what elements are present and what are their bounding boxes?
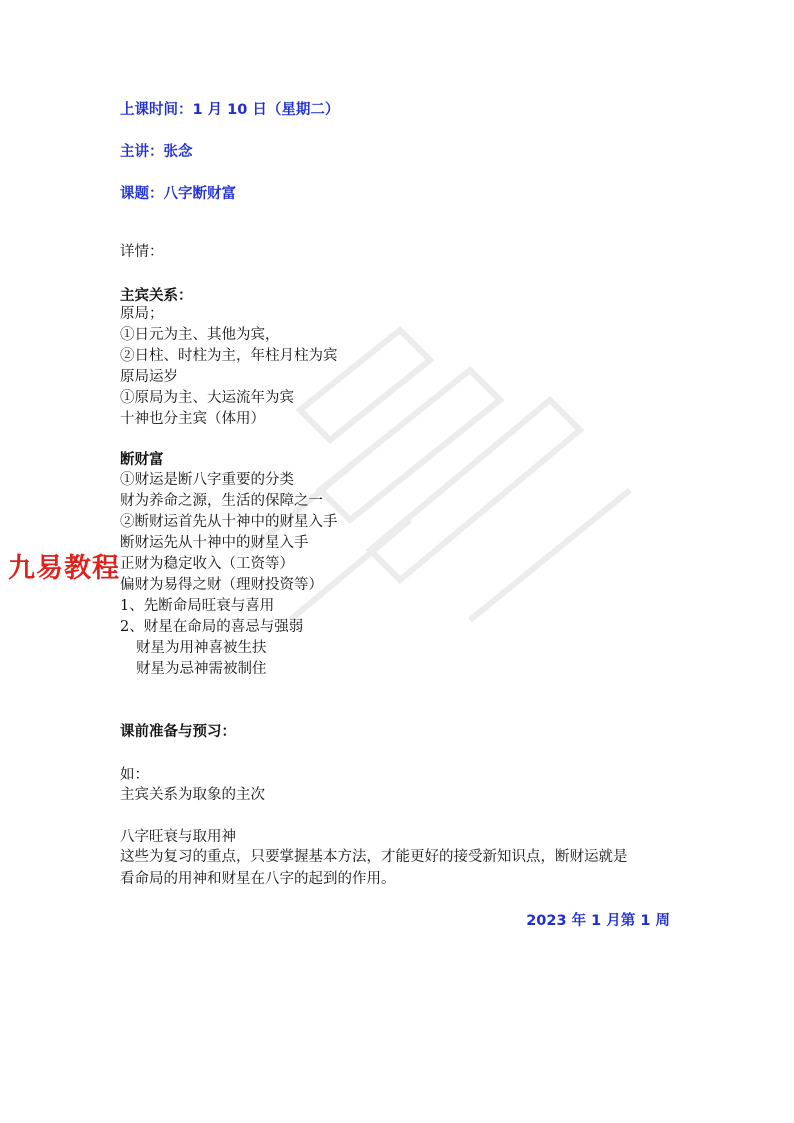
text-line: 十神也分主宾（体用） xyxy=(120,411,265,427)
text-line: ②日柱、时柱为主，年柱月柱为宾 xyxy=(120,348,338,364)
class-time: 上课时间：1 月 10 日（星期二） xyxy=(120,102,340,118)
text-line: 看命局的用神和财星在八字的起到的作用。 xyxy=(120,871,396,887)
text-line: 这些为复习的重点，只要掌握基本方法，才能更好的接受新知识点，断财运就是 xyxy=(120,849,628,865)
section-heading-wealth: 断财富 xyxy=(120,452,164,468)
text-line: ①日元为主、其他为宾， xyxy=(120,327,280,343)
speaker: 主讲：张念 xyxy=(120,144,193,160)
text-line: 正财为稳定收入（工资等） xyxy=(120,556,294,572)
text-line: 原局运岁 xyxy=(120,369,178,385)
text-line: ②断财运首先从十神中的财星入手 xyxy=(120,514,338,530)
text-line: 财为养命之源，生活的保障之一 xyxy=(120,493,323,509)
section-heading-preparation: 课前准备与预习： xyxy=(120,724,236,740)
text-line: 八字旺衰与取用神 xyxy=(120,829,236,845)
text-line: 如： xyxy=(120,767,149,783)
text-line: 主宾关系为取象的主次 xyxy=(120,787,265,803)
text-line: ①财运是断八字重要的分类 xyxy=(120,472,294,488)
watermark-logo-text: 九易教程 xyxy=(8,553,120,584)
text-line: 财星为忌神需被制住 xyxy=(136,661,267,677)
details-label: 详情： xyxy=(120,244,164,260)
text-line: 偏财为易得之财（理财投资等） xyxy=(120,577,323,593)
text-line: 断财运先从十神中的财星入手 xyxy=(120,535,309,551)
text-line: ①原局为主、大运流年为宾 xyxy=(120,390,294,406)
section-heading-host-guest: 主宾关系： xyxy=(120,288,193,304)
text-line: 2、财星在命局的喜忌与强弱 xyxy=(120,619,304,635)
text-line: 1、先断命局旺衰与喜用 xyxy=(120,598,275,614)
text-line: 财星为用神喜被生扶 xyxy=(136,640,267,656)
text-line: 原局； xyxy=(120,306,164,322)
week-label: 2023 年 1 月第 1 周 xyxy=(526,913,670,929)
topic: 课题：八字断财富 xyxy=(120,186,236,202)
